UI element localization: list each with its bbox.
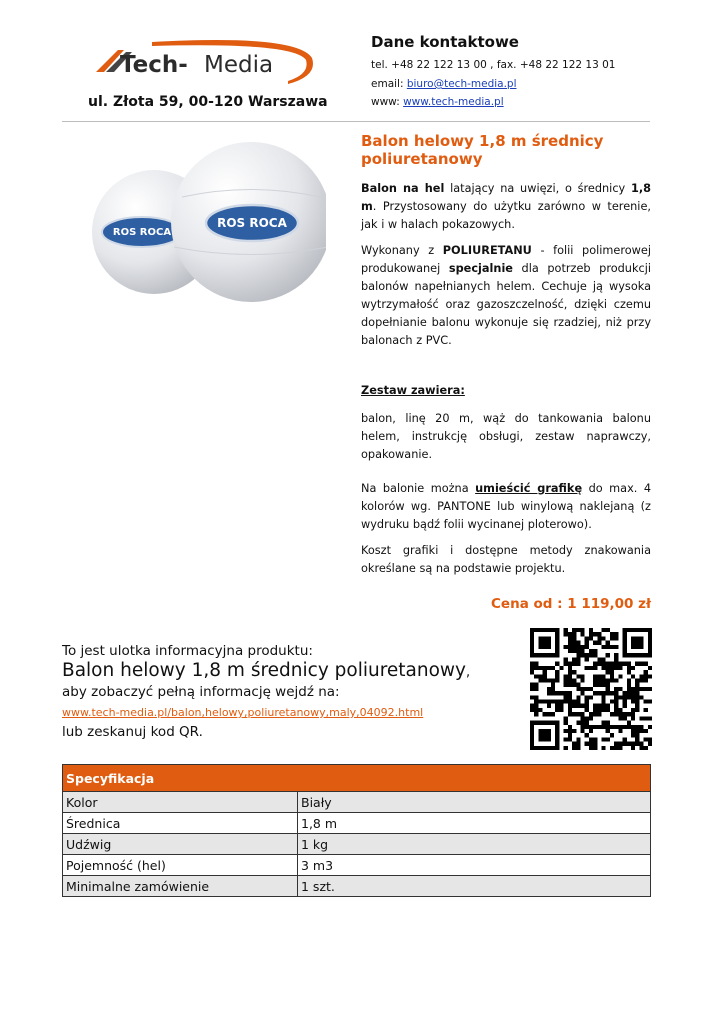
email-link[interactable]: biuro@tech-media.pl — [406, 78, 517, 90]
contact-phone-fax: tel. +48 22 122 13 00 , fax. +48 22 122 13 01 — [371, 59, 616, 71]
company-address: ul. Złota 59, 00-120 Warszawa — [88, 94, 328, 110]
product-image-balloons — [92, 137, 326, 312]
balloon-brand-large: ROS ROCA — [217, 216, 287, 230]
set-heading-text: Zestaw zawiera: — [361, 384, 465, 397]
leaflet-intro: To jest ulotka informacyjna produktu: — [62, 643, 313, 659]
spec-key: Średnica — [63, 813, 298, 834]
leaflet-see-more: aby zobaczyć pełną informację wejdź na: — [62, 684, 340, 700]
contact-email-line — [371, 78, 517, 90]
set-heading — [361, 382, 651, 400]
logo-text-media: Media — [204, 52, 274, 78]
leaflet-product-name-text: Balon helowy 1,8 m średnicy poliuretanowy — [62, 660, 467, 681]
p2-text-2: - folii polimerowej produkowanej — [361, 244, 652, 276]
balloon-brand-small: ROS ROCA — [112, 227, 172, 238]
table-row — [63, 834, 651, 855]
p1-text-1: latający na uwięzi, o średnicy — [444, 182, 631, 195]
spec-value: 1 szt. — [298, 876, 651, 897]
spec-value: 1,8 m — [298, 813, 651, 834]
spec-value: 3 m3 — [298, 855, 651, 876]
tech-media-logo — [92, 38, 320, 90]
logo-text-tech: Tech- — [120, 52, 188, 78]
product-title: Balon helowy 1,8 m średnicy poliuretanowy — [361, 132, 604, 168]
qr-code[interactable] — [530, 628, 652, 750]
product-url-link[interactable]: www.tech-media.pl/balon,helowy,poliuretanowy,maly,04092.html — [62, 706, 424, 719]
header-divider — [62, 121, 650, 122]
p2-text-1: Wykonany z — [361, 244, 443, 257]
www-label: www: — [371, 96, 404, 108]
table-row — [63, 792, 651, 813]
spec-key: Minimalne zamówienie — [63, 876, 298, 897]
table-row — [63, 855, 651, 876]
product-description-1 — [361, 180, 651, 234]
contact-www-line — [371, 96, 504, 108]
spec-value: 1 kg — [298, 834, 651, 855]
graphics-info — [361, 480, 651, 534]
contact-title: Dane kontaktowe — [371, 33, 519, 51]
specification-table — [62, 764, 651, 897]
p1-text-2: . Przystosowany do użytku zarówno w terenie, jak i w halach pokazowych. — [361, 200, 651, 232]
p1-bold-1: Balon na hel — [361, 182, 445, 195]
spec-value: Biały — [298, 792, 651, 813]
p2-bold-1: POLIURETANU — [442, 244, 532, 257]
product-description-2 — [361, 242, 651, 350]
table-row — [63, 876, 651, 897]
leaflet-scan-qr: lub zeskanuj kod QR. — [62, 724, 203, 740]
p1-bold-2: 1,8 m — [361, 182, 651, 214]
product-price: Cena od : 1 119,00 zł — [491, 596, 651, 612]
p4-text-1: Na balonie można — [361, 482, 476, 495]
graphics-link[interactable]: umieścić grafikę — [475, 482, 583, 495]
spec-key: Udźwig — [63, 834, 298, 855]
table-row — [63, 813, 651, 834]
graphics-cost-info: Koszt grafiki i dostępne metody znakowania określane są na podstawie projektu. — [361, 544, 651, 576]
email-label: email: — [371, 78, 407, 90]
p2-bold-2: specjalnie — [448, 262, 513, 276]
p4-text-2: do max. 4 kolorów wg. PANTONE lub winylową naklejaną (z wydruku bądź folii wycinanej ploterowo). — [361, 482, 652, 532]
p2-text-3: dla potrzeb produkcji balonów napełnianych helem. Cechuje ją wysoka wytrzymałość oraz gazoszczelność, dzięki czemu dopełnianie balonu wykonuje się rzadziej, niż przy balonach z PVC. — [361, 262, 651, 348]
leaflet-product-name — [62, 660, 470, 681]
spec-key: Kolor — [63, 792, 298, 813]
leaflet-product-name-suffix: , — [466, 665, 471, 680]
spec-table-header: Specyfikacja — [63, 765, 651, 792]
set-contents: balon, linę 20 m, wąż do tankowania balonu helem, instrukcję obsługi, zestaw naprawczy, opakowanie. — [361, 412, 651, 462]
spec-key: Pojemność (hel) — [63, 855, 298, 876]
www-link[interactable]: www.tech-media.pl — [403, 96, 504, 108]
